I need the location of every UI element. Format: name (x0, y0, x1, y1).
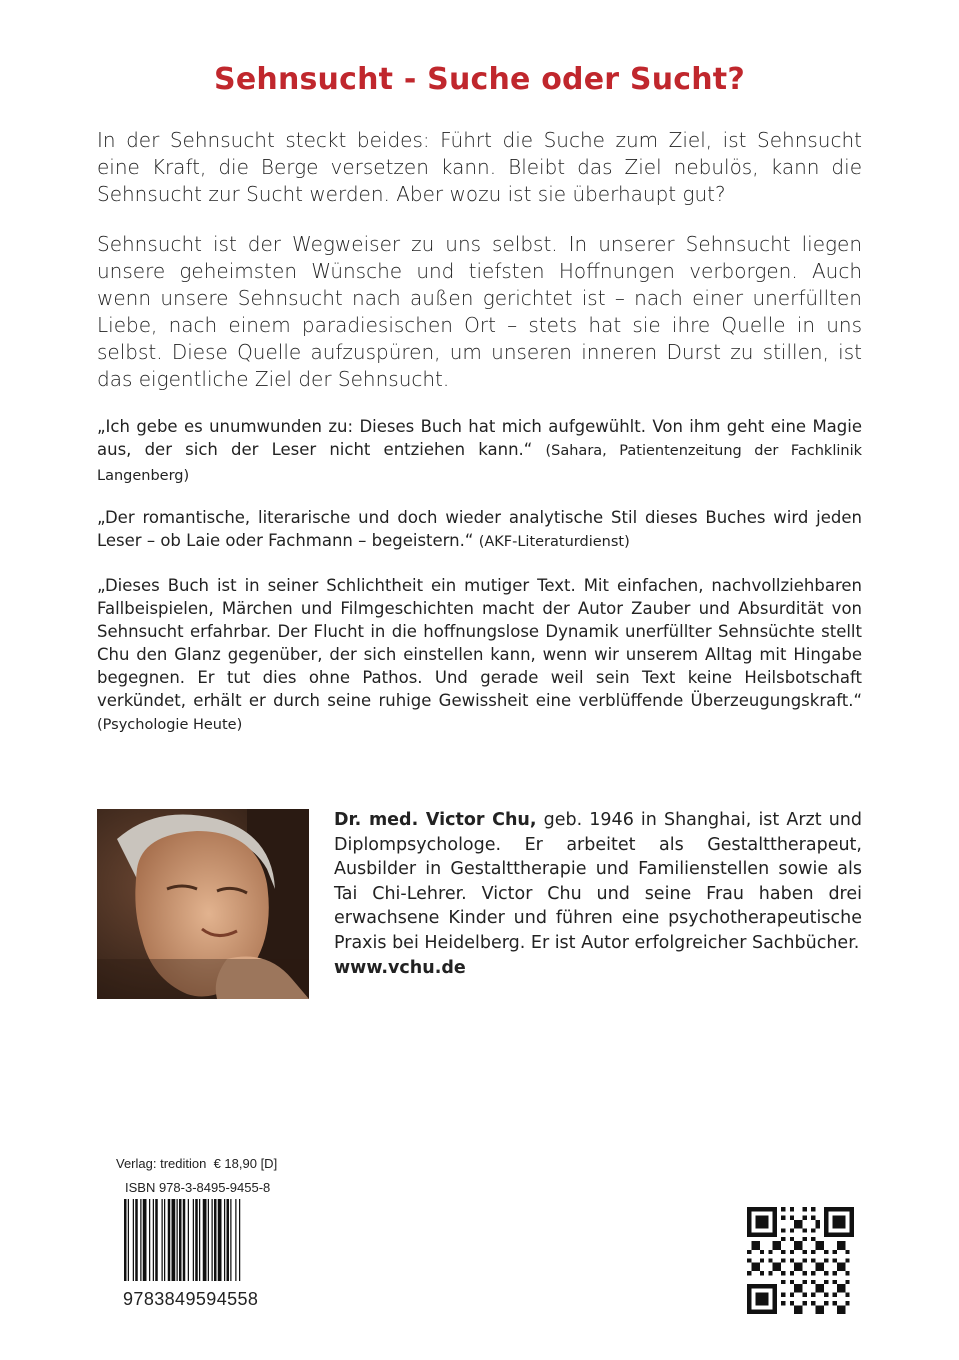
isbn-barcode (123, 1199, 279, 1281)
isbn: ISBN 978-3-8495-9455-8 (125, 1180, 271, 1195)
author-portrait-illustration (97, 809, 309, 999)
review-quote-1 (97, 415, 862, 488)
intro-paragraph-2: Sehnsucht ist der Wegweiser zu uns selbst. In unserer Sehnsucht liegen unsere geheimsten Wünsche und tiefsten Hoffnungen verborgen. Auch wenn unsere Sehnsucht nach außen gerichtet ist – nach einer unerfüllten Liebe, nach einem paradiesischen Ort – stets hat sie ihre Quelle in uns selbst. Diese Quelle aufzuspüren, um unseren inneren Durst zu stillen, ist das eigentliche Ziel der Sehnsucht. (97, 232, 862, 391)
intro-paragraph-1: In der Sehnsucht steckt beides: Führt die Suche zum Ziel, ist Sehnsucht eine Kraft, die Berge versetzen kann. Bleibt das Ziel nebulös, kann die Sehnsucht zur Sucht werden. Aber wozu ist sie überhaupt gut? (97, 128, 862, 206)
review-quote-2 (97, 506, 862, 554)
barcode-number: 9783849594558 (123, 1289, 259, 1309)
review-quote-3 (97, 574, 862, 737)
author-bio (334, 808, 862, 980)
publisher-price (116, 1156, 277, 1171)
quote-source: (Sahara, Patientenzeitung der Fachklinik Langenberg) (97, 443, 862, 484)
price: € 18,90 [D] (213, 1156, 278, 1171)
quote-text: „Der romantische, literarische und doch wieder analytische Stil dieses Buches wird jeden Leser – ob Laie oder Fachmann – begeistern.“ (97, 508, 862, 550)
author-portrait (97, 809, 309, 999)
qr-code (747, 1207, 854, 1314)
author-website[interactable]: www.vchu.de (334, 957, 466, 978)
quote-text: „Ich gebe es unumwunden zu: Dieses Buch hat mich aufgewühlt. Von ihm geht eine Magie aus, der sich der Leser nicht entziehen kann.“ (97, 417, 862, 459)
author-bio-text: geb. 1946 in Shanghai, ist Arzt und Diplompsychologe. Er arbeitet als Gestalttherapeut, Ausbilder in Gestalttherapie und Familienstellen sowie als Tai Chi-Lehrer. Victor Chu und seine Frau haben drei erwachsene Kinder und führen eine psychotherapeutische Praxis bei Heidelberg. Er ist Autor erfolgreicher Sachbücher. (334, 810, 862, 953)
quote-text: „Dieses Buch ist in seiner Schlichtheit ein mutiger Text. Mit einfachen, nachvollziehbaren Fallbeispielen, Märchen und Filmgeschichten macht der Autor Zauber und Absurdität von Sehnsucht erfahrbar. Der Flucht in die hoffnungslose Dynamik unerfüllter Sehnsüchte stellt Chu den Glanz gegenüber, der sich einstellen kann, wenn wir unserem Alltag mit Hingabe begegnen. Er tut dies ohne Pathos. Und gerade weil sein Text keine Heilsbotschaft verkündet, erhält er durch seine ruhige Gewissheit eine verblüffende Überzeugungskraft.“ (97, 576, 862, 710)
author-name: Dr. med. Victor Chu, (334, 810, 537, 830)
quote-source: (Psychologie Heute) (97, 717, 243, 733)
book-title: Sehnsucht - Suche oder Sucht? (214, 62, 745, 97)
quote-source: (AKF-Literaturdienst) (478, 534, 630, 550)
publisher: Verlag: tredition (116, 1156, 207, 1171)
